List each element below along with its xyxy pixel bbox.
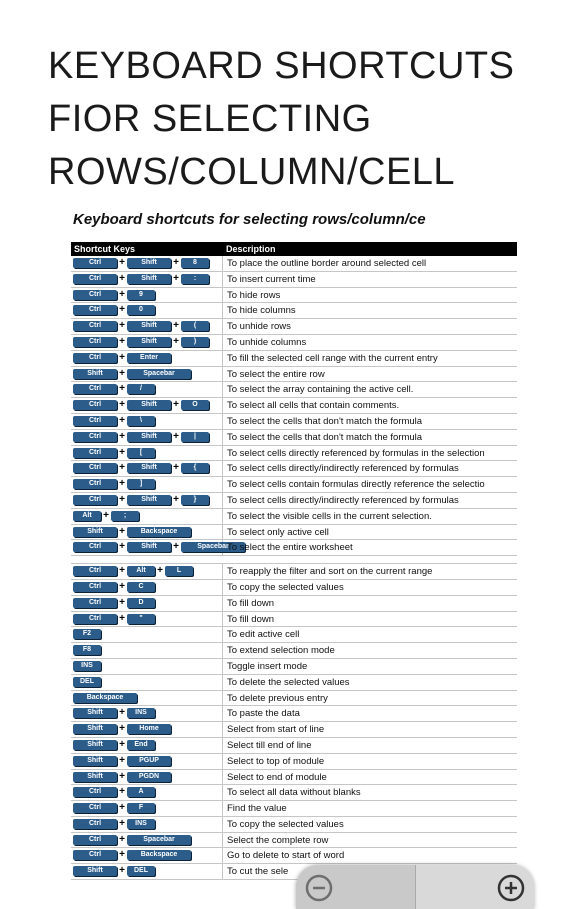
keycap: | <box>181 432 209 442</box>
plus-icon: + <box>119 351 125 363</box>
keycap: Ctrl <box>73 321 117 331</box>
page-title-line-1: KEYBOARD SHORTCUTS <box>48 45 515 87</box>
table-row <box>71 643 517 659</box>
key-combination <box>73 566 193 576</box>
plus-icon: + <box>119 478 125 490</box>
shortcut-description: To select cells directly/indirectly referenced by formulas <box>227 463 459 475</box>
plus-icon: + <box>173 399 179 411</box>
keycap: Shift <box>127 274 171 284</box>
keycap: PGUP <box>127 756 171 766</box>
page-title-line-2: FIOR SELECTING <box>48 98 372 140</box>
shortcut-keys-cell <box>71 785 223 800</box>
plus-icon: + <box>119 817 125 829</box>
shortcut-keys-cell <box>71 754 223 769</box>
plus-icon: + <box>119 335 125 347</box>
shortcut-description: To fill the selected cell range with the current entry <box>227 352 438 364</box>
shortcut-description: To place the outline border around selected cell <box>227 258 427 269</box>
key-combination <box>73 772 171 782</box>
keycap: Home <box>127 724 171 734</box>
key-combination <box>73 448 155 458</box>
shortcut-keys-cell <box>71 612 223 627</box>
zoom-out-icon <box>304 873 334 903</box>
key-combination <box>73 337 209 347</box>
key-combination <box>73 724 171 734</box>
zoom-controls <box>296 865 534 909</box>
plus-icon: + <box>119 770 125 782</box>
plus-icon: + <box>119 525 125 537</box>
key-combination <box>73 614 155 624</box>
shortcut-keys-cell <box>71 303 223 318</box>
shortcut-description: Select the complete row <box>227 834 329 846</box>
table-row <box>71 461 517 477</box>
table-row <box>71 833 517 849</box>
keycap: O <box>181 400 209 410</box>
page-title-line-3: ROWS/COLUMN/CELL <box>48 151 456 193</box>
shortcut-keys-cell <box>71 643 223 658</box>
keycap: Spacebar <box>181 542 245 552</box>
shortcut-description: To hide rows <box>227 289 281 301</box>
shortcut-keys-cell <box>71 564 223 579</box>
keycap: F8 <box>73 645 101 655</box>
keycap: F <box>127 803 155 813</box>
keycap: Ctrl <box>73 463 117 473</box>
keycap: Shift <box>73 369 117 379</box>
plus-icon: + <box>173 541 179 553</box>
keycap: Ctrl <box>73 305 117 315</box>
shortcut-keys-cell <box>71 414 223 429</box>
shortcut-description: To reapply the filter and sort on the current range <box>227 566 433 578</box>
keycap: { <box>181 463 209 473</box>
key-combination <box>73 274 209 284</box>
keycap: Ctrl <box>73 850 117 860</box>
shortcut-description: To fill down <box>227 613 274 625</box>
shortcut-description: To extend selection mode <box>227 645 335 657</box>
shortcut-description: To select the visible cells in the current selection. <box>227 510 432 522</box>
table-row <box>71 564 517 580</box>
shortcut-keys-cell <box>71 848 223 863</box>
plus-icon: + <box>103 509 109 521</box>
key-combination <box>73 353 171 363</box>
shortcut-keys-cell <box>71 335 223 350</box>
table-row <box>71 540 517 556</box>
keycap: Ctrl <box>73 384 117 394</box>
keycap: Ctrl <box>73 290 117 300</box>
plus-icon: + <box>119 541 125 553</box>
shortcut-description: To copy the selected values <box>227 581 344 593</box>
table-row <box>71 382 517 398</box>
shortcut-keys-cell <box>71 691 223 706</box>
keycap: " <box>127 614 155 624</box>
shortcut-keys-cell <box>71 770 223 785</box>
table-row <box>71 580 517 596</box>
shortcut-description: To select all data without blanks <box>227 787 361 799</box>
shortcut-keys-cell <box>71 525 223 540</box>
keycap: : <box>181 274 209 284</box>
shortcut-keys-cell <box>71 540 229 555</box>
shortcut-keys-cell <box>71 256 223 271</box>
keycap: Ctrl <box>73 448 117 458</box>
keycap: End <box>127 740 155 750</box>
keycap: / <box>127 384 155 394</box>
keycap: Shift <box>127 495 171 505</box>
shortcut-description: Go to delete to start of word <box>227 850 345 862</box>
key-combination <box>73 850 191 860</box>
key-combination <box>73 290 155 300</box>
key-combination <box>73 527 191 537</box>
table-row <box>71 801 517 817</box>
keycap: ] <box>127 479 155 489</box>
keycap: C <box>127 582 155 592</box>
zoom-in-button[interactable] <box>416 865 534 909</box>
keycap: Ctrl <box>73 495 117 505</box>
shortcut-description: To select cells contain formulas directly reference the selectio <box>227 479 485 491</box>
table-row <box>71 335 517 351</box>
keycap: Shift <box>73 724 117 734</box>
plus-icon: + <box>119 272 125 284</box>
plus-icon: + <box>119 383 125 395</box>
plus-icon: + <box>119 493 125 505</box>
table-row <box>71 272 517 288</box>
keycap: Shift <box>73 772 117 782</box>
plus-icon: + <box>119 596 125 608</box>
sheet-heading: Keyboard shortcuts for selecting rows/column/ce <box>73 211 426 228</box>
table-row <box>71 691 517 707</box>
key-combination <box>73 629 101 639</box>
shortcut-keys-cell <box>71 833 223 848</box>
plus-icon: + <box>173 335 179 347</box>
key-combination <box>73 756 171 766</box>
key-combination <box>73 463 209 473</box>
shortcut-keys-cell <box>71 430 223 445</box>
shortcut-description: To cut the sele <box>227 866 289 878</box>
plus-icon: + <box>119 399 125 411</box>
shortcut-keys-cell <box>71 382 223 397</box>
shortcut-keys-cell <box>71 722 223 737</box>
table-row <box>71 446 517 462</box>
keycap: A <box>127 787 155 797</box>
keycap: Shift <box>127 463 171 473</box>
table-row <box>71 493 517 509</box>
keycap: Ctrl <box>73 787 117 797</box>
key-combination <box>73 479 155 489</box>
keycap: Ctrl <box>73 353 117 363</box>
plus-icon: + <box>119 320 125 332</box>
keycap: Shift <box>127 432 171 442</box>
plus-icon: + <box>119 446 125 458</box>
shortcut-keys-cell <box>71 801 223 816</box>
shortcut-description: To select cells directly referenced by formulas in the selection <box>227 447 485 459</box>
key-combination <box>73 511 139 521</box>
keycap: Ctrl <box>73 566 117 576</box>
shortcut-description: To hide columns <box>227 305 296 317</box>
table-row <box>71 525 517 541</box>
plus-icon: + <box>119 462 125 474</box>
keycap: Ctrl <box>73 258 117 268</box>
table-row <box>71 288 517 304</box>
column-header-description: Description <box>226 244 276 254</box>
plus-icon: + <box>119 304 125 316</box>
key-combination <box>73 677 101 687</box>
shortcut-description: To select the entire row <box>227 368 325 380</box>
shortcut-description: To select the entire worksheet <box>227 542 353 554</box>
shortcut-sheet-image <box>71 205 563 900</box>
shortcut-keys-cell <box>71 477 223 492</box>
keycap: 9 <box>127 290 155 300</box>
shortcut-keys-cell <box>71 706 223 721</box>
keycap: Shift <box>73 740 117 750</box>
shortcut-keys-cell <box>71 864 223 879</box>
table-row <box>71 303 517 319</box>
key-combination <box>73 645 101 655</box>
keycap: Backspace <box>127 527 191 537</box>
keycap: Backspace <box>127 850 191 860</box>
key-combination <box>73 740 155 750</box>
key-combination <box>73 661 101 671</box>
shortcut-keys-cell <box>71 659 223 674</box>
shortcut-description: To select only active cell <box>227 526 329 538</box>
shortcut-description: Select from start of line <box>227 724 325 736</box>
shortcut-description: To select cells directly/indirectly referenced by formulas <box>227 494 459 506</box>
keycap: Spacebar <box>127 369 191 379</box>
key-combination <box>73 787 155 797</box>
shortcut-keys-cell <box>71 596 223 611</box>
key-combination <box>73 542 245 552</box>
page-title <box>48 40 514 199</box>
keycap: [ <box>127 448 155 458</box>
keycap: PGDN <box>127 772 171 782</box>
shortcut-keys-cell <box>71 319 223 334</box>
plus-icon: + <box>119 707 125 719</box>
key-combination <box>73 819 155 829</box>
shortcut-description: Select till end of line <box>227 739 312 751</box>
keycap: Shift <box>73 708 117 718</box>
table-row <box>71 770 517 786</box>
keycap: Shift <box>127 258 171 268</box>
key-combination <box>73 321 209 331</box>
table-header <box>71 242 517 256</box>
shortcut-keys-cell <box>71 398 223 413</box>
keycap: INS <box>127 819 155 829</box>
table-row <box>71 722 517 738</box>
shortcut-description: To delete the selected values <box>227 676 350 688</box>
keycap: 8 <box>181 258 209 268</box>
keycap: Ctrl <box>73 274 117 284</box>
table-row <box>71 430 517 446</box>
keycap: } <box>181 495 209 505</box>
keycap: Shift <box>127 542 171 552</box>
table-row <box>71 319 517 335</box>
keycap: Ctrl <box>73 416 117 426</box>
shortcut-description: Toggle insert mode <box>227 660 308 672</box>
plus-icon: + <box>119 849 125 861</box>
keycap: Spacebar <box>127 835 191 845</box>
keycap: ) <box>181 337 209 347</box>
plus-icon: + <box>119 580 125 592</box>
shortcut-description: To insert current time <box>227 273 316 285</box>
keycap: Alt <box>73 511 101 521</box>
keycap: ; <box>111 511 139 521</box>
table-row <box>71 738 517 754</box>
keycap: Ctrl <box>73 479 117 489</box>
keycap: Ctrl <box>73 400 117 410</box>
shortcut-keys-cell <box>71 509 223 524</box>
shortcut-description: To select the array containing the active cell. <box>227 384 414 396</box>
table-row <box>71 817 517 833</box>
shortcut-keys-cell <box>71 446 223 461</box>
keycap: D <box>127 598 155 608</box>
table-row <box>71 627 517 643</box>
shortcut-description: To delete previous entry <box>227 692 328 704</box>
keycap: Shift <box>127 400 171 410</box>
shortcut-keys-cell <box>71 580 223 595</box>
table-row <box>71 398 517 414</box>
shortcut-description: To edit active cell <box>227 629 300 641</box>
plus-icon: + <box>119 802 125 814</box>
table-row <box>71 367 517 383</box>
keycap: Ctrl <box>73 835 117 845</box>
keycap: Shift <box>127 321 171 331</box>
plus-icon: + <box>119 723 125 735</box>
zoom-out-button[interactable] <box>296 865 416 909</box>
keycap: DEL <box>127 866 155 876</box>
plus-icon: + <box>119 367 125 379</box>
key-combination <box>73 305 155 315</box>
key-combination <box>73 258 209 268</box>
keycap: Shift <box>127 337 171 347</box>
shortcut-description: To unhide rows <box>227 321 291 333</box>
plus-icon: + <box>119 565 125 577</box>
shortcut-keys-cell <box>71 627 223 642</box>
key-combination <box>73 803 155 813</box>
table-row <box>71 256 517 272</box>
shortcut-description: To fill down <box>227 597 274 609</box>
keycap: INS <box>73 661 101 671</box>
key-combination <box>73 866 155 876</box>
keycap: Ctrl <box>73 598 117 608</box>
keycap: \ <box>127 416 155 426</box>
shortcut-description: To select the cells that don't match the formula <box>227 415 423 427</box>
key-combination <box>73 582 155 592</box>
keycap: 0 <box>127 305 155 315</box>
key-combination <box>73 708 155 718</box>
keycap: INS <box>127 708 155 718</box>
shortcut-table-body <box>71 256 517 880</box>
keycap: Ctrl <box>73 582 117 592</box>
shortcut-keys-cell <box>71 493 223 508</box>
shortcut-description: Find the value <box>227 803 287 815</box>
plus-icon: + <box>119 754 125 766</box>
table-row <box>71 706 517 722</box>
keycap: Ctrl <box>73 803 117 813</box>
zoom-in-icon <box>496 873 526 903</box>
plus-icon: + <box>173 462 179 474</box>
key-combination <box>73 416 155 426</box>
key-combination <box>73 693 137 703</box>
plus-icon: + <box>119 738 125 750</box>
column-header-shortcut-keys: Shortcut Keys <box>74 244 136 254</box>
keycap: ( <box>181 321 209 331</box>
keycap: Alt <box>127 566 155 576</box>
plus-icon: + <box>119 865 125 877</box>
table-row <box>71 351 517 367</box>
keycap: Ctrl <box>73 819 117 829</box>
shortcut-description: To copy the selected values <box>227 818 344 830</box>
shortcut-keys-cell <box>71 367 223 382</box>
plus-icon: + <box>173 257 179 268</box>
keycap: Shift <box>73 866 117 876</box>
key-combination <box>73 432 209 442</box>
table-row <box>71 659 517 675</box>
plus-icon: + <box>173 430 179 442</box>
plus-icon: + <box>173 493 179 505</box>
shortcut-description: To unhide columns <box>227 336 307 348</box>
table-row <box>71 785 517 801</box>
table-row-spacer <box>71 556 517 564</box>
keycap: Ctrl <box>73 432 117 442</box>
plus-icon: + <box>119 612 125 624</box>
keycap: F2 <box>73 629 101 639</box>
keycap: Shift <box>73 527 117 537</box>
key-combination <box>73 369 191 379</box>
plus-icon: + <box>157 565 163 577</box>
plus-icon: + <box>119 786 125 798</box>
shortcut-keys-cell <box>71 675 223 690</box>
shortcut-description: To paste the data <box>227 708 300 720</box>
plus-icon: + <box>119 257 125 268</box>
plus-icon: + <box>173 320 179 332</box>
shortcut-description: To select all cells that contain comments. <box>227 400 400 412</box>
table-row <box>71 414 517 430</box>
key-combination <box>73 400 209 410</box>
keycap: Ctrl <box>73 614 117 624</box>
table-row <box>71 848 517 864</box>
shortcut-keys-cell <box>71 817 223 832</box>
table-row <box>71 477 517 493</box>
shortcut-description: Select to top of module <box>227 755 325 767</box>
table-row <box>71 675 517 691</box>
key-combination <box>73 495 209 505</box>
table-row <box>71 596 517 612</box>
shortcut-description: To select the cells that don't match the formula <box>227 431 423 443</box>
plus-icon: + <box>173 272 179 284</box>
keycap: DEL <box>73 677 101 687</box>
keycap: L <box>165 566 193 576</box>
shortcut-description: Select to end of module <box>227 771 327 783</box>
key-combination <box>73 598 155 608</box>
shortcut-keys-cell <box>71 738 223 753</box>
shortcut-keys-cell <box>71 288 223 303</box>
table-row <box>71 612 517 628</box>
plus-icon: + <box>119 414 125 426</box>
table-row <box>71 754 517 770</box>
keycap: Shift <box>73 756 117 766</box>
keycap: Enter <box>127 353 171 363</box>
table-row <box>71 509 517 525</box>
keycap: Backspace <box>73 693 137 703</box>
key-combination <box>73 384 155 394</box>
shortcut-keys-cell <box>71 461 223 476</box>
plus-icon: + <box>119 833 125 845</box>
shortcut-keys-cell <box>71 351 223 366</box>
plus-icon: + <box>119 288 125 300</box>
keycap: Ctrl <box>73 542 117 552</box>
keycap: Ctrl <box>73 337 117 347</box>
key-combination <box>73 835 191 845</box>
plus-icon: + <box>119 430 125 442</box>
shortcut-keys-cell <box>71 272 223 287</box>
